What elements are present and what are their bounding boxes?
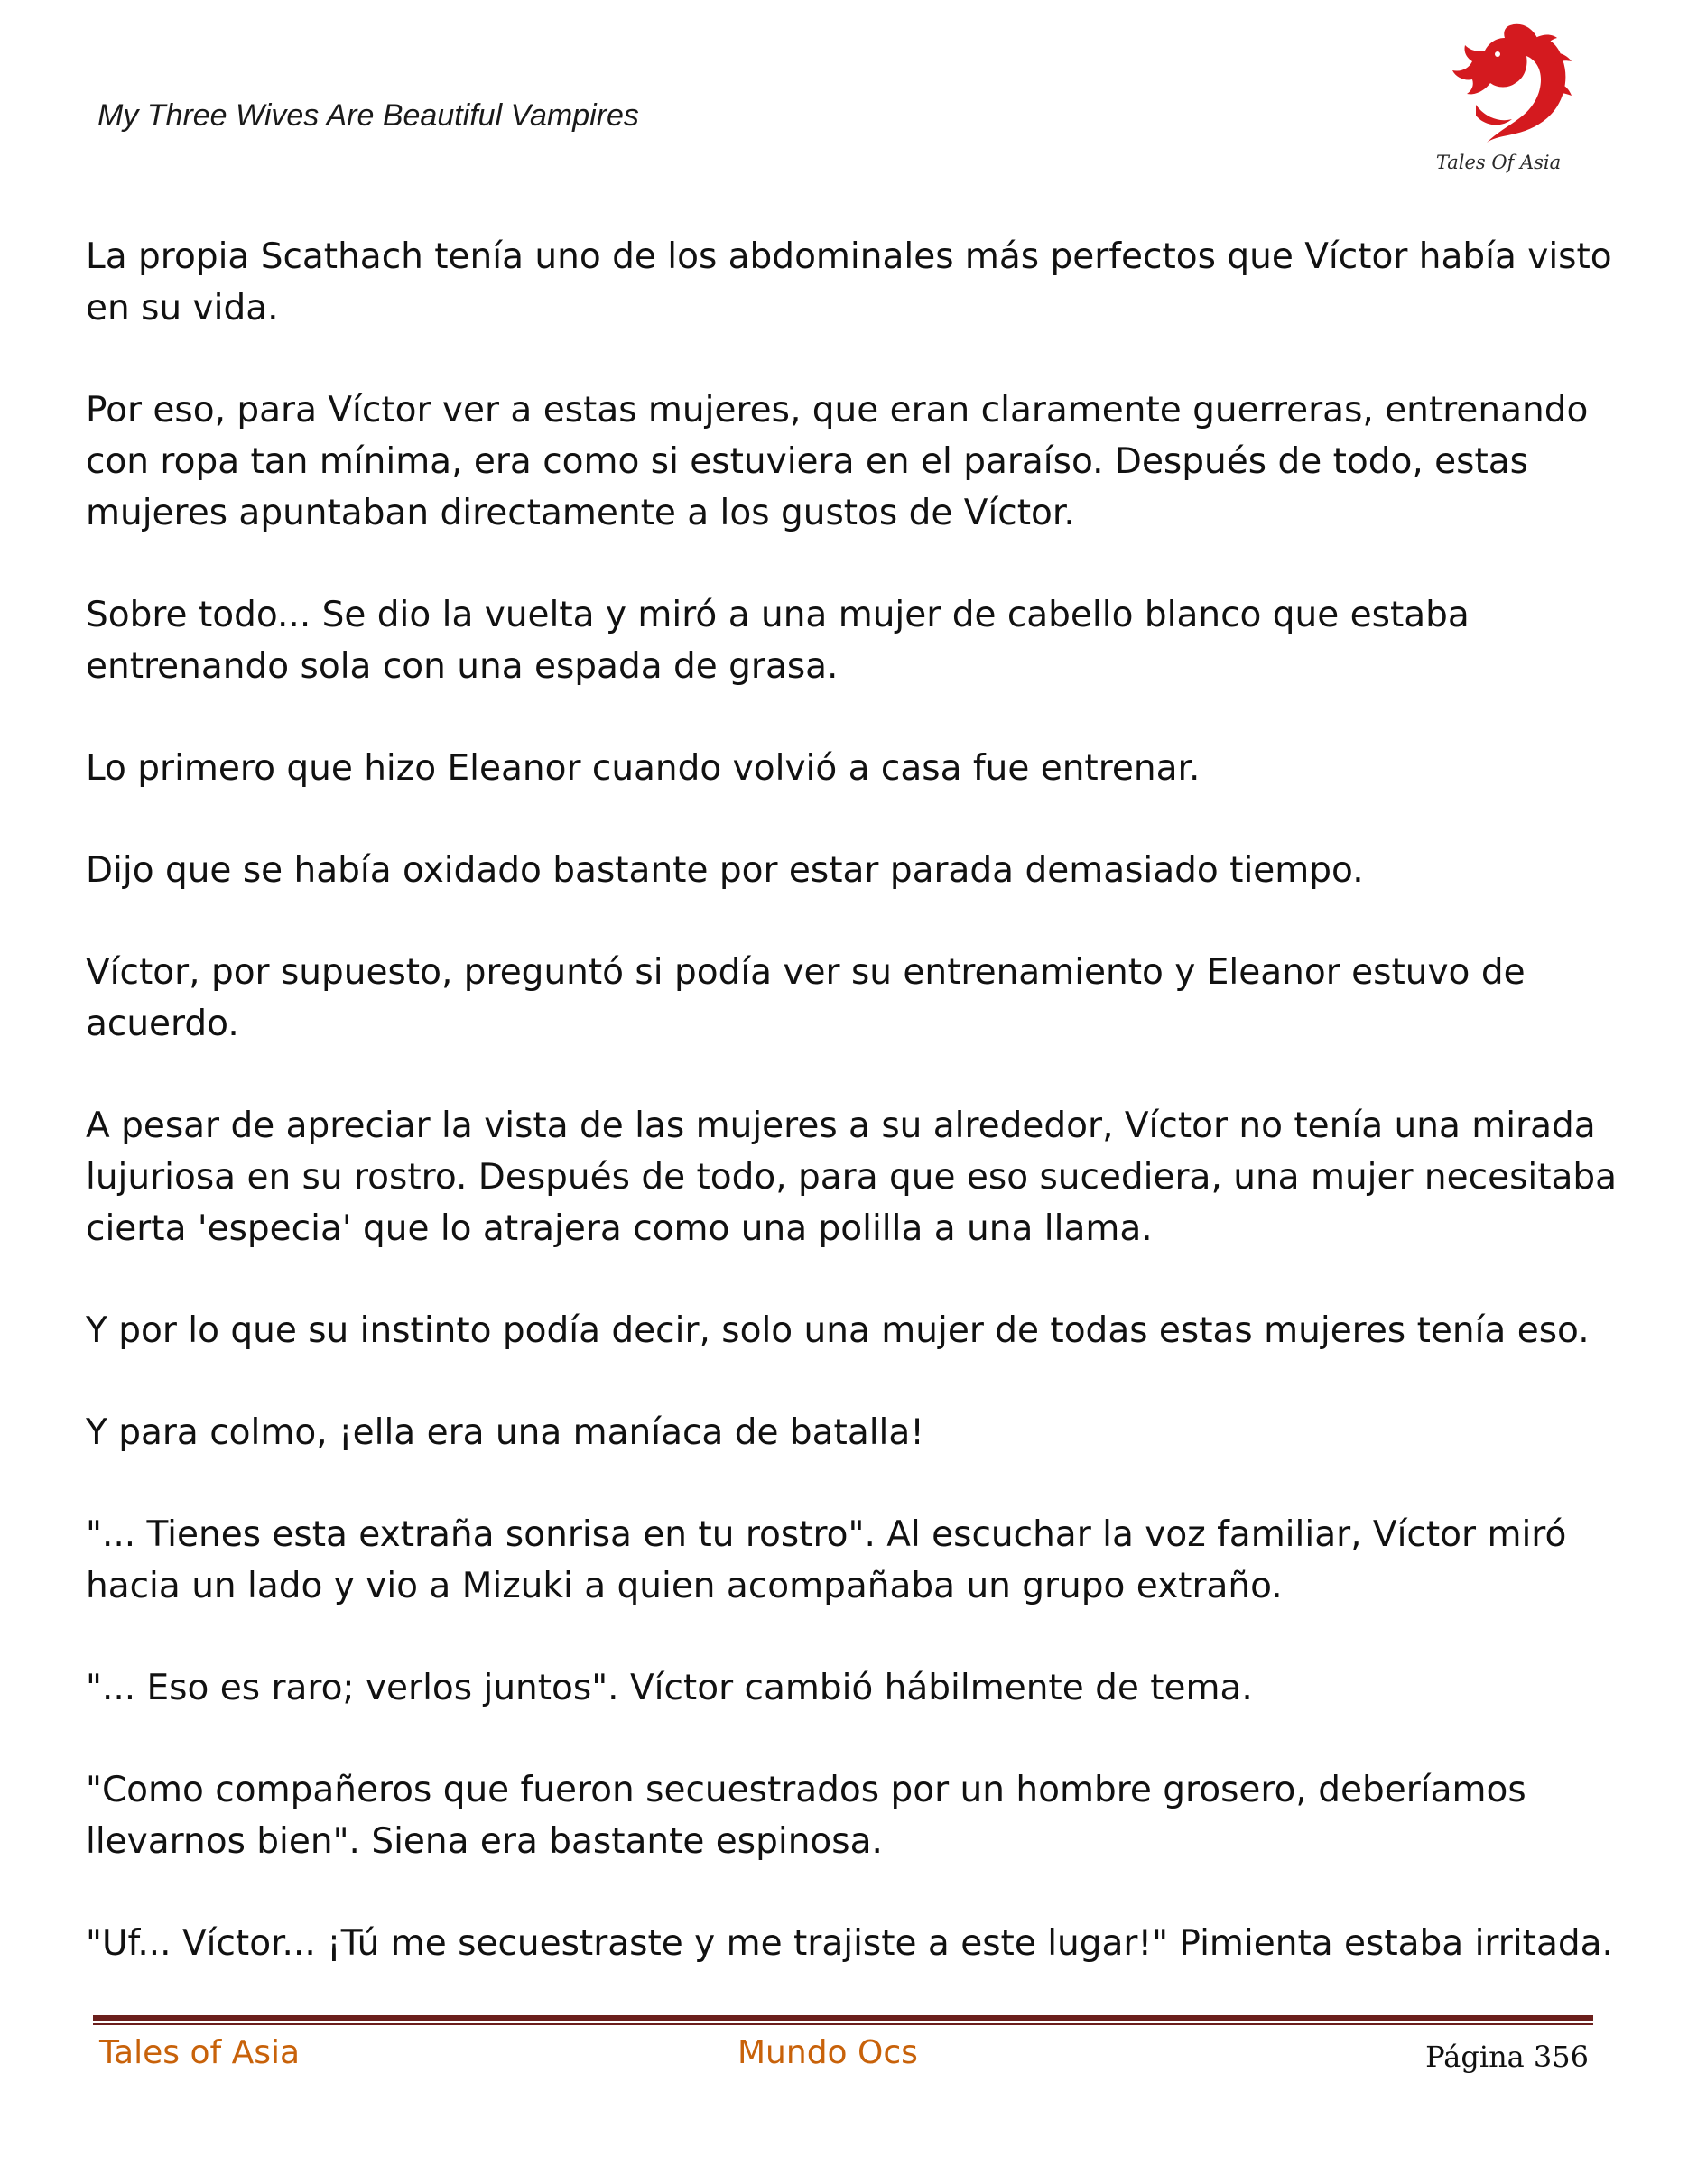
footer-divider-thin: [93, 2023, 1593, 2025]
page-header: [97, 90, 910, 144]
paragraph: "... Tienes esta extraña sonrisa en tu rostro". Al escuchar la voz familiar, Víctor miró hacia un lado y vio a Mizuki a quien acompañaba un grupo extraño.: [86, 1514, 1567, 1606]
paragraph: Víctor, por supuesto, preguntó si podía ver su entrenamiento y Eleanor estuvo de acuerdo.: [86, 952, 1526, 1044]
paragraph: Dijo que se había oxidado bastante por estar parada demasiado tiempo.: [86, 850, 1364, 891]
paragraph: "... Eso es raro; verlos juntos". Víctor cambió hábilmente de tema.: [86, 1668, 1253, 1708]
footer-divider-thick: [93, 2015, 1593, 2021]
paragraph: La propia Scathach tenía uno de los abdominales más perfectos que Víctor había visto en su vida.: [86, 236, 1612, 329]
tales-of-asia-logo: [1422, 18, 1575, 185]
book-title: My Three Wives Are Beautiful Vampires: [97, 98, 639, 133]
paragraph: "Como compañeros que fueron secuestrados por un hombre grosero, deberíamos llevarnos bien". Siena era bastante espinosa.: [86, 1770, 1526, 1862]
paragraph: A pesar de apreciar la vista de las mujeres a su alrededor, Víctor no tenía una mirada lujuriosa en su rostro. Después de todo, para que eso sucediera, una mujer necesitaba cierta 'especia' que lo atrajera como una polilla a una llama.: [86, 1106, 1618, 1249]
footer-divider: [93, 2015, 1593, 2026]
logo-text: Tales Of Asia: [1435, 152, 1562, 173]
paragraph: "Uf... Víctor... ¡Tú me secuestraste y me trajiste a este lugar!" Pimienta estaba irritada.: [86, 1923, 1613, 1964]
paragraph: Lo primero que hizo Eleanor cuando volvió a casa fue entrenar.: [86, 748, 1201, 789]
paragraph: Por eso, para Víctor ver a estas mujeres, que eran claramente guerreras, entrenando con ropa tan mínima, era como si estuviera en el paraíso. Después de todo, estas mujeres apuntaban directamente a los gustos de Víctor.: [86, 390, 1589, 533]
footer-site-name: Tales of Asia: [99, 2034, 301, 2071]
paragraph: Y por lo que su instinto podía decir, solo una mujer de todas estas mujeres tenía eso.: [86, 1310, 1590, 1351]
page-number: Página 356: [1425, 2040, 1589, 2074]
footer-section-name: Mundo Ocs: [737, 2034, 918, 2071]
dragon-icon: [1422, 18, 1575, 153]
chapter-body: [86, 231, 1620, 2020]
paragraph: Sobre todo... Se dio la vuelta y miró a una mujer de cabello blanco que estaba entrenando sola con una espada de grasa.: [86, 595, 1470, 687]
paragraph: Y para colmo, ¡ella era una maníaca de batalla!: [86, 1412, 924, 1453]
